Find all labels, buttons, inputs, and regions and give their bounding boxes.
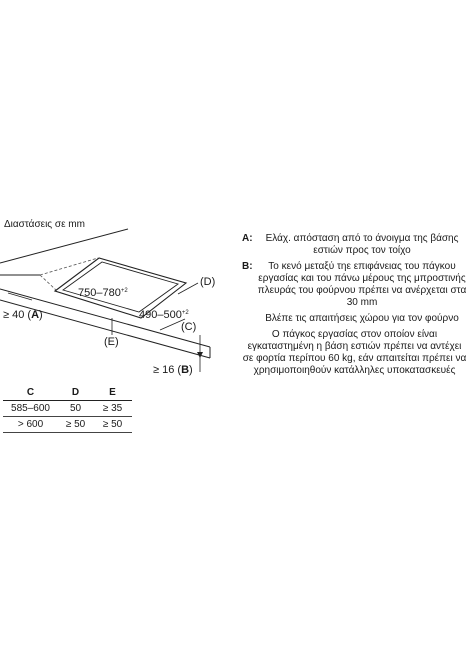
label-b: ≥ 16 (B): [153, 364, 193, 376]
note-b-subtext: Βλέπε τις απαιτήσεις χώρου για τον φούρνο: [265, 313, 459, 324]
note-a: [242, 233, 467, 257]
hidden-edge-back: [40, 258, 98, 275]
note-general: Ο πάγκος εργασίας στον οποίον είναι εγκαταστημένη η βάση εστιών πρέπει να αντέχει σε φορτία περίπου 60 kg, εάν απαιτείται πρέπει να χρησιμοποιηθούν κατάλληλες υποκατασκευές: [242, 329, 467, 376]
table-header-d: D: [58, 385, 93, 401]
width-dimension-label: $750-780^{+2}$: [78, 287, 128, 299]
table-cell: 585–600: [3, 401, 58, 417]
depth-dimension-label: $490-500^{+2}$: [139, 309, 189, 321]
table-cell: ≥ 50: [58, 417, 93, 433]
label-c: (C): [181, 321, 197, 333]
label-d: (D): [200, 276, 216, 288]
label-a: ≥ 40 (A): [3, 309, 43, 321]
table-header-row: [3, 385, 132, 401]
note-b-text: Το κενό μεταξύ τηε επιφάνειας του πάγκου εργασίας και του πάνω μέρους της μπροστινής πλευράς του φούρνου πρέπει να ανέρχεται στα 30 mm: [257, 261, 467, 308]
dimensions-table: [3, 385, 132, 433]
hidden-edge-left: [40, 275, 56, 290]
notes-panel: [242, 233, 467, 377]
table-cell: ≥ 50: [93, 417, 132, 433]
dim-line-d: [178, 283, 198, 294]
note-a-label: A:: [242, 233, 253, 244]
table-cell: ≥ 35: [93, 401, 132, 417]
table-header-c: C: [3, 385, 58, 401]
table-cell: > 600: [3, 417, 58, 433]
note-b-label: B:: [242, 261, 253, 272]
wall-line: [0, 229, 128, 263]
installation-diagram: [0, 0, 240, 385]
table-header-e: E: [93, 385, 132, 401]
label-e: (E): [104, 336, 119, 348]
dimensions-caption: Διαστάσεις σε mm: [4, 219, 85, 230]
table-cell: 50: [58, 401, 93, 417]
note-b: [242, 261, 467, 309]
note-a-text: Ελάχ. απόσταση από το άνοιγμα της βάσης εστιών προς τον τοίχο: [265, 233, 459, 256]
table-row: [3, 417, 132, 433]
table-row: [3, 401, 132, 417]
